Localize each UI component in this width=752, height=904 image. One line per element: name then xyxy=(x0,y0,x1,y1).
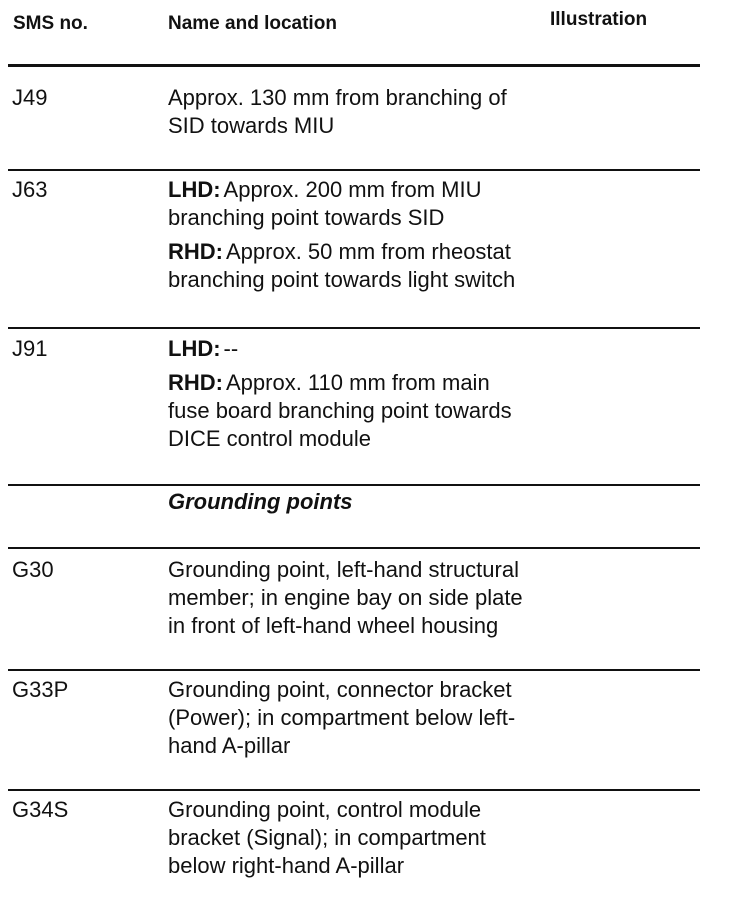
lhd-label: LHD: xyxy=(168,336,221,361)
rhd-text: Approx. 110 mm from main fuse board branching point towards DICE control module xyxy=(168,370,512,451)
sms-code: J63 xyxy=(12,177,48,202)
lhd-text: Approx. 200 mm from MIU branching point towards SID xyxy=(168,177,482,230)
row-description xyxy=(168,176,608,300)
section-title: Grounding points xyxy=(168,489,353,514)
header-rule xyxy=(8,64,700,67)
description-text: Grounding point, connector bracket (Power); in compartment below left- hand A-pillar xyxy=(168,677,516,758)
row-divider xyxy=(8,669,700,671)
rhd-entry xyxy=(168,238,608,294)
row-divider xyxy=(8,327,700,329)
sms-code: J49 xyxy=(12,85,48,110)
row-description xyxy=(168,335,608,459)
row-description xyxy=(168,84,608,146)
sms-code: G33P xyxy=(12,677,69,702)
row-divider xyxy=(8,484,700,486)
rhd-label: RHD: xyxy=(168,239,223,264)
row-description xyxy=(168,796,608,886)
lhd-entry xyxy=(168,335,608,363)
row-divider xyxy=(8,789,700,791)
row-description xyxy=(168,556,608,646)
sms-code: G34S xyxy=(12,797,69,822)
rhd-label: RHD: xyxy=(168,370,223,395)
rhd-text: Approx. 50 mm from rheostat branching point towards light switch xyxy=(168,239,516,292)
row-description xyxy=(168,676,608,766)
column-header-sms-no: SMS no. xyxy=(13,13,88,34)
column-header-name-location: Name and location xyxy=(168,13,337,34)
lhd-label: LHD: xyxy=(168,177,221,202)
row-divider xyxy=(8,169,700,171)
description-text: Grounding point, left-hand structural member; in engine bay on side plate in front of left-hand wheel housing xyxy=(168,557,523,638)
lhd-text: -- xyxy=(223,336,239,361)
sms-code: G30 xyxy=(12,557,54,582)
sms-code: J91 xyxy=(12,336,48,361)
rhd-entry xyxy=(168,369,608,453)
description-text: Approx. 130 mm from branching of SID towards MIU xyxy=(168,85,507,138)
lhd-entry xyxy=(168,176,608,232)
column-header-illustration: Illustration xyxy=(550,9,648,30)
row-divider xyxy=(8,547,700,549)
description-text: Grounding point, control module bracket (Signal); in compartment below right-hand A-pillar xyxy=(168,797,486,878)
